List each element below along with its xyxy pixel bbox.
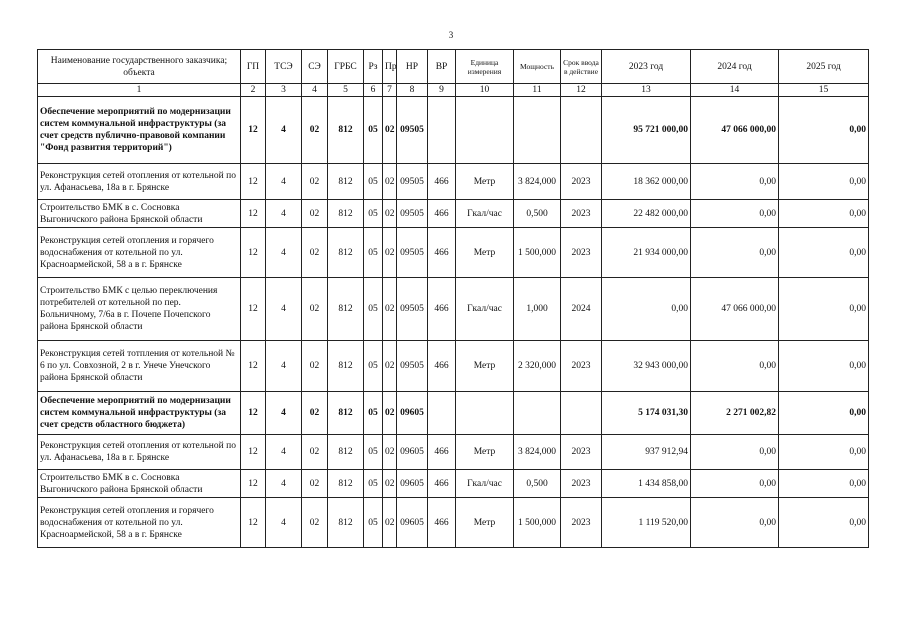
cell-y2024: 0,00 — [691, 200, 779, 228]
cell-grbs: 812 — [328, 498, 364, 548]
cell-vr: 466 — [428, 228, 456, 278]
cell-y2023: 22 482 000,00 — [602, 200, 691, 228]
cell-term: 2023 — [561, 228, 602, 278]
cell-y2023: 21 934 000,00 — [602, 228, 691, 278]
cell-term: 2024 — [561, 278, 602, 341]
cell-pr: 02 — [383, 470, 397, 498]
cell-rz: 05 — [364, 470, 383, 498]
cell-name: Реконструкция сетей отопления и горячего водоснабжения от котельной по ул. Красноармейской, 58 а в г. Брянске — [38, 498, 241, 548]
table-row — [38, 200, 869, 228]
page-number: 3 — [448, 30, 454, 40]
header-tse: ТСЭ — [266, 50, 302, 84]
cell-tse: 4 — [266, 228, 302, 278]
cell-vr — [428, 392, 456, 435]
column-number: 4 — [302, 84, 328, 97]
column-number: 6 — [364, 84, 383, 97]
cell-grbs: 812 — [328, 470, 364, 498]
header-2024: 2024 год — [691, 50, 779, 84]
cell-y2025: 0,00 — [779, 498, 869, 548]
budget-table — [37, 49, 869, 548]
cell-y2023: 937 912,94 — [602, 435, 691, 470]
header-row — [38, 50, 869, 84]
header-unit: Единица измерения — [456, 50, 514, 84]
cell-pr: 02 — [383, 341, 397, 392]
cell-y2024: 2 271 002,82 — [691, 392, 779, 435]
cell-y2024: 0,00 — [691, 164, 779, 200]
cell-term: 2023 — [561, 164, 602, 200]
cell-tse: 4 — [266, 164, 302, 200]
cell-se: 02 — [302, 164, 328, 200]
cell-gp: 12 — [241, 228, 266, 278]
column-number: 12 — [561, 84, 602, 97]
cell-y2024: 0,00 — [691, 470, 779, 498]
cell-y2023: 1 119 520,00 — [602, 498, 691, 548]
cell-gp: 12 — [241, 435, 266, 470]
cell-power — [514, 97, 561, 164]
column-number: 15 — [779, 84, 869, 97]
cell-unit: Метр — [456, 498, 514, 548]
column-number-row — [38, 84, 869, 97]
cell-y2024: 0,00 — [691, 435, 779, 470]
header-grbs: ГРБС — [328, 50, 364, 84]
cell-unit: Гкал/час — [456, 470, 514, 498]
cell-name: Строительство БМК с целью переключения потребителей от котельной по пер. Больничному, 7/6а в г. Почепе Почепского района Брянской области — [38, 278, 241, 341]
cell-power: 3 824,000 — [514, 164, 561, 200]
table-row — [38, 470, 869, 498]
cell-y2024: 47 066 000,00 — [691, 97, 779, 164]
cell-unit: Метр — [456, 341, 514, 392]
cell-tse: 4 — [266, 200, 302, 228]
header-nr: НР — [397, 50, 428, 84]
cell-gp: 12 — [241, 392, 266, 435]
cell-tse: 4 — [266, 435, 302, 470]
cell-se: 02 — [302, 341, 328, 392]
cell-y2025: 0,00 — [779, 392, 869, 435]
cell-power: 0,500 — [514, 200, 561, 228]
header-2023: 2023 год — [602, 50, 691, 84]
cell-y2023: 18 362 000,00 — [602, 164, 691, 200]
cell-se: 02 — [302, 278, 328, 341]
cell-power: 1 500,000 — [514, 498, 561, 548]
cell-nr: 09505 — [397, 200, 428, 228]
header-se: СЭ — [302, 50, 328, 84]
cell-pr: 02 — [383, 498, 397, 548]
cell-y2023: 0,00 — [602, 278, 691, 341]
cell-pr: 02 — [383, 97, 397, 164]
header-name: Наименование государственного заказчика; объекта — [38, 50, 241, 84]
cell-se: 02 — [302, 392, 328, 435]
cell-tse: 4 — [266, 341, 302, 392]
cell-y2025: 0,00 — [779, 435, 869, 470]
cell-pr: 02 — [383, 392, 397, 435]
cell-term: 2023 — [561, 435, 602, 470]
cell-vr — [428, 97, 456, 164]
cell-tse: 4 — [266, 498, 302, 548]
cell-power — [514, 392, 561, 435]
cell-y2024: 0,00 — [691, 228, 779, 278]
column-number: 3 — [266, 84, 302, 97]
cell-y2023: 95 721 000,00 — [602, 97, 691, 164]
cell-name: Обеспечение мероприятий по модернизации систем коммунальной инфраструктуры (за счет средств областного бюджета) — [38, 392, 241, 435]
column-number: 8 — [397, 84, 428, 97]
cell-power: 1,000 — [514, 278, 561, 341]
cell-unit: Гкал/час — [456, 278, 514, 341]
table-row — [38, 228, 869, 278]
table-row — [38, 435, 869, 470]
cell-gp: 12 — [241, 498, 266, 548]
table-body — [38, 97, 869, 548]
cell-rz: 05 — [364, 392, 383, 435]
cell-grbs: 812 — [328, 97, 364, 164]
cell-se: 02 — [302, 470, 328, 498]
table-row — [38, 164, 869, 200]
cell-unit: Гкал/час — [456, 200, 514, 228]
cell-se: 02 — [302, 498, 328, 548]
cell-gp: 12 — [241, 97, 266, 164]
cell-grbs: 812 — [328, 278, 364, 341]
cell-power: 0,500 — [514, 470, 561, 498]
cell-vr: 466 — [428, 498, 456, 548]
column-number: 7 — [383, 84, 397, 97]
cell-gp: 12 — [241, 200, 266, 228]
cell-nr: 09505 — [397, 164, 428, 200]
cell-rz: 05 — [364, 97, 383, 164]
column-number: 13 — [602, 84, 691, 97]
cell-nr: 09505 — [397, 278, 428, 341]
header-pr: Пр — [383, 50, 397, 84]
table-row — [38, 392, 869, 435]
cell-power: 3 824,000 — [514, 435, 561, 470]
cell-term: 2023 — [561, 341, 602, 392]
cell-y2025: 0,00 — [779, 278, 869, 341]
cell-tse: 4 — [266, 278, 302, 341]
cell-nr: 09505 — [397, 228, 428, 278]
cell-vr: 466 — [428, 164, 456, 200]
cell-gp: 12 — [241, 470, 266, 498]
cell-y2024: 0,00 — [691, 498, 779, 548]
cell-se: 02 — [302, 435, 328, 470]
cell-vr: 466 — [428, 435, 456, 470]
cell-y2025: 0,00 — [779, 200, 869, 228]
cell-y2025: 0,00 — [779, 470, 869, 498]
cell-name: Реконструкция сетей отопления от котельной по ул. Афанасьева, 18а в г. Брянске — [38, 435, 241, 470]
cell-unit: Метр — [456, 164, 514, 200]
cell-term: 2023 — [561, 470, 602, 498]
cell-name: Строительство БМК в с. Сосновка Выгоничского района Брянской области — [38, 470, 241, 498]
cell-unit: Метр — [456, 435, 514, 470]
cell-tse: 4 — [266, 97, 302, 164]
cell-y2025: 0,00 — [779, 97, 869, 164]
cell-name: Реконструкция сетей отопления и горячего водоснабжения от котельной по ул. Красноармейской, 58 а в г. Брянске — [38, 228, 241, 278]
cell-grbs: 812 — [328, 392, 364, 435]
cell-tse: 4 — [266, 392, 302, 435]
cell-gp: 12 — [241, 164, 266, 200]
header-power: Мощность — [514, 50, 561, 84]
cell-name: Реконструкция сетей отопления от котельной по ул. Афанасьева, 18а в г. Брянске — [38, 164, 241, 200]
cell-pr: 02 — [383, 278, 397, 341]
cell-nr: 09605 — [397, 435, 428, 470]
column-number: 1 — [38, 84, 241, 97]
cell-pr: 02 — [383, 435, 397, 470]
cell-gp: 12 — [241, 341, 266, 392]
cell-power: 2 320,000 — [514, 341, 561, 392]
cell-y2024: 47 066 000,00 — [691, 278, 779, 341]
table-row — [38, 341, 869, 392]
header-2025: 2025 год — [779, 50, 869, 84]
cell-nr: 09605 — [397, 470, 428, 498]
cell-term: 2023 — [561, 498, 602, 548]
cell-name: Строительство БМК в с. Сосновка Выгоничского района Брянской области — [38, 200, 241, 228]
header-term: Срок ввода в действие — [561, 50, 602, 84]
cell-unit — [456, 97, 514, 164]
cell-vr: 466 — [428, 278, 456, 341]
cell-y2024: 0,00 — [691, 341, 779, 392]
cell-power: 1 500,000 — [514, 228, 561, 278]
cell-unit — [456, 392, 514, 435]
cell-rz: 05 — [364, 278, 383, 341]
cell-grbs: 812 — [328, 341, 364, 392]
cell-name: Обеспечение мероприятий по модернизации систем коммунальной инфраструктуры (за счет средств публично-правовой компании "Фонд развития территорий") — [38, 97, 241, 164]
cell-vr: 466 — [428, 470, 456, 498]
cell-nr: 09505 — [397, 341, 428, 392]
cell-term — [561, 392, 602, 435]
cell-y2025: 0,00 — [779, 341, 869, 392]
cell-term — [561, 97, 602, 164]
table-row — [38, 97, 869, 164]
header-gp: ГП — [241, 50, 266, 84]
cell-nr: 09605 — [397, 498, 428, 548]
table-row — [38, 278, 869, 341]
cell-y2023: 32 943 000,00 — [602, 341, 691, 392]
cell-tse: 4 — [266, 470, 302, 498]
cell-nr: 09505 — [397, 97, 428, 164]
column-number: 9 — [428, 84, 456, 97]
cell-rz: 05 — [364, 228, 383, 278]
cell-y2023: 1 434 858,00 — [602, 470, 691, 498]
cell-grbs: 812 — [328, 200, 364, 228]
cell-rz: 05 — [364, 164, 383, 200]
header-rz: Рз — [364, 50, 383, 84]
cell-grbs: 812 — [328, 435, 364, 470]
cell-name: Реконструкция сетей тотпления от котельной № 6 по ул. Совхозной, 2 в г. Унече Унечского района Брянской области — [38, 341, 241, 392]
cell-se: 02 — [302, 228, 328, 278]
cell-y2025: 0,00 — [779, 164, 869, 200]
cell-grbs: 812 — [328, 228, 364, 278]
cell-rz: 05 — [364, 498, 383, 548]
cell-se: 02 — [302, 200, 328, 228]
cell-rz: 05 — [364, 341, 383, 392]
column-number: 10 — [456, 84, 514, 97]
column-number: 5 — [328, 84, 364, 97]
cell-vr: 466 — [428, 200, 456, 228]
cell-gp: 12 — [241, 278, 266, 341]
cell-unit: Метр — [456, 228, 514, 278]
cell-pr: 02 — [383, 164, 397, 200]
column-number: 11 — [514, 84, 561, 97]
column-number: 2 — [241, 84, 266, 97]
cell-rz: 05 — [364, 435, 383, 470]
cell-y2025: 0,00 — [779, 228, 869, 278]
cell-term: 2023 — [561, 200, 602, 228]
column-number: 14 — [691, 84, 779, 97]
cell-pr: 02 — [383, 228, 397, 278]
cell-rz: 05 — [364, 200, 383, 228]
cell-grbs: 812 — [328, 164, 364, 200]
header-vr: ВР — [428, 50, 456, 84]
cell-pr: 02 — [383, 200, 397, 228]
cell-y2023: 5 174 031,30 — [602, 392, 691, 435]
cell-se: 02 — [302, 97, 328, 164]
table-row — [38, 498, 869, 548]
cell-vr: 466 — [428, 341, 456, 392]
cell-nr: 09605 — [397, 392, 428, 435]
